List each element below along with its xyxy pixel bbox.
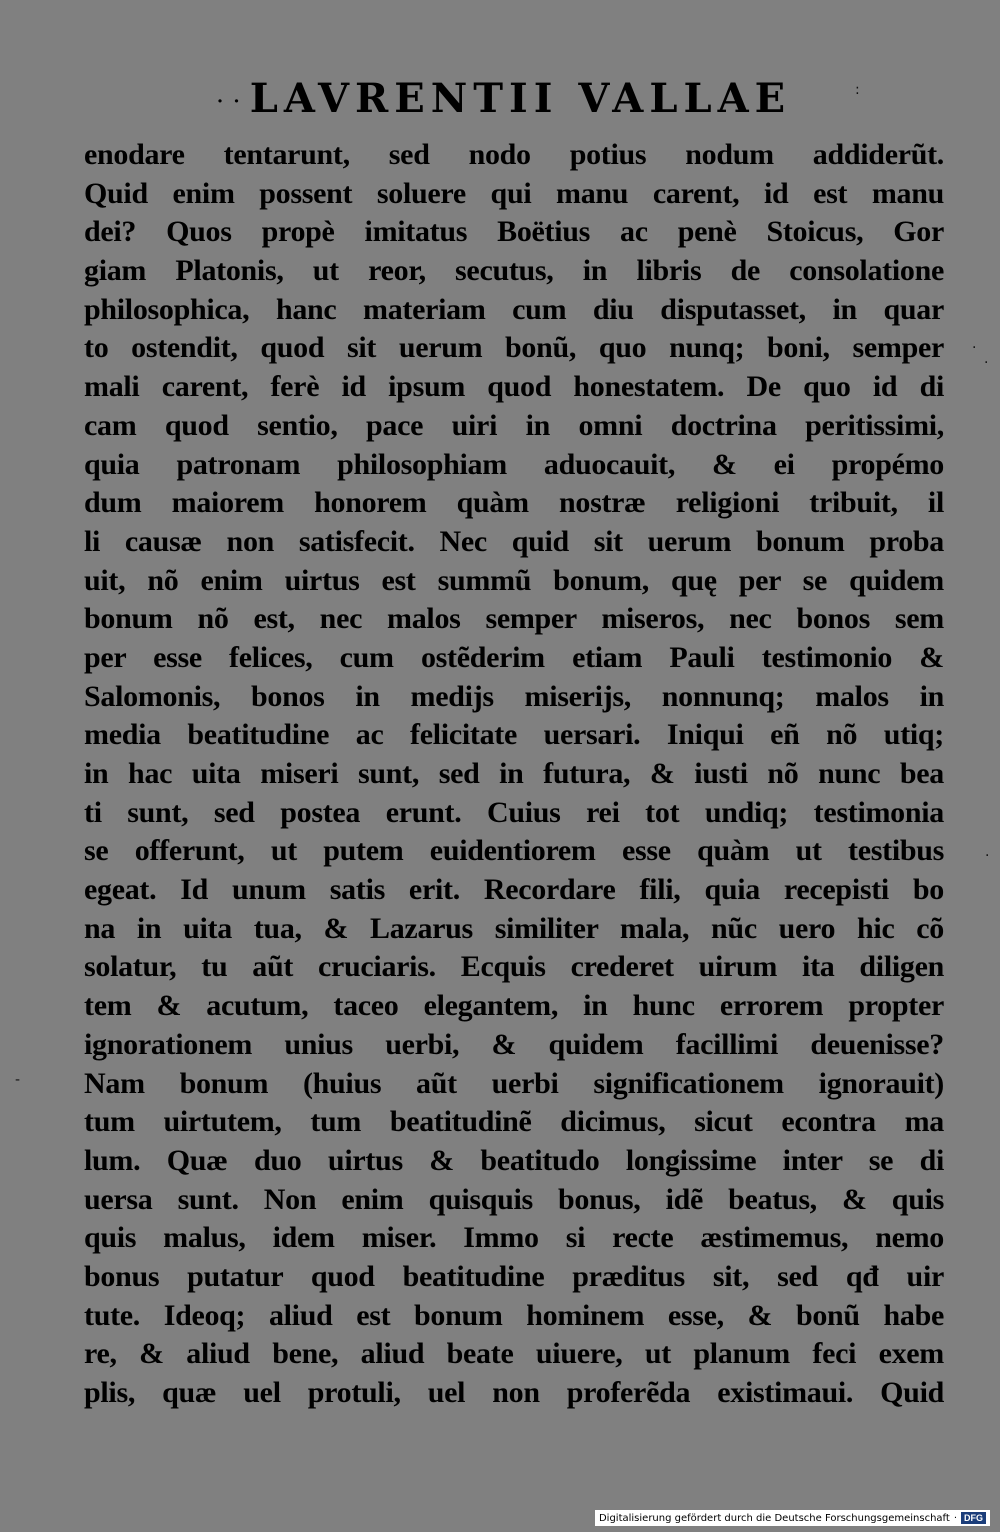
text-line: media beatitudine ac felicitate uersari. Iniqui eñ nõ utiq; <box>84 718 944 752</box>
text-line: quia patronam philosophiam aduocauit, & ei propémo <box>84 447 944 481</box>
margin-speck: · <box>972 340 977 356</box>
text-line: ti sunt, sed postea erunt. Cuius rei tot undiq; testimonia <box>84 795 944 829</box>
text-line: tute. Ideoq; aliud est bonum hominem esse, & bonũ habe <box>84 1298 944 1332</box>
text-line: to ostendit, quod sit uerum bonũ, quo nunq; boni, semper <box>84 331 944 365</box>
text-line: se offerunt, ut putem euidentiorem esse quàm ut testibus <box>84 834 944 868</box>
text-line: na in uita tua, & Lazarus similiter mala, nũc uero hic cõ <box>84 911 944 945</box>
text-line: dei? Quos propè imitatus Boëtius ac penè Stoicus, Gor <box>84 215 944 249</box>
text-line: tum uirtutem, tum beatitudinẽ dicimus, sicut econtra ma <box>84 1105 944 1139</box>
text-line: philosophica, hanc materiam cum diu disputasset, in quar <box>84 292 944 326</box>
margin-speck: · <box>984 355 989 371</box>
credit-text: Digitalisierung gefördert durch die Deutsche Forschungsgemeinschaft <box>598 1512 950 1524</box>
margin-speck: : <box>855 82 860 98</box>
text-line: plis, quæ uel protuli, uel non proferẽda existimaui. Quid <box>84 1376 944 1409</box>
text-line: bonum nõ est, nec malos semper miseros, nec bonos sem <box>84 602 944 636</box>
text-line: mali carent, ferè id ipsum quod honestatem. De quo id di <box>84 370 944 404</box>
separator-dot: · <box>953 1512 957 1524</box>
ornament-dots: · · <box>216 91 242 112</box>
text-line: giam Platonis, ut reor, secutus, in libris de consolatione <box>84 254 944 288</box>
text-line: tem & acutum, taceo elegantem, in hunc errorem propter <box>84 989 944 1023</box>
dfg-logo-icon: DFG <box>961 1512 986 1524</box>
body-text <box>84 136 944 1413</box>
running-head-text: LAVRENTII VALLAE <box>249 75 792 122</box>
margin-speck: · <box>985 848 990 864</box>
text-line: in hac uita miseri sunt, sed in futura, & iusti nõ nunc bea <box>84 757 944 790</box>
running-head <box>0 74 1000 127</box>
text-line: quis malus, idem miser. Immo si recte æstimemus, nemo <box>84 1221 944 1255</box>
text-line: ignorationem unius uerbi, & quidem facillimi deuenisse? <box>84 1027 944 1061</box>
digitization-credit <box>595 1510 990 1526</box>
text-line: Salomonis, bonos in medijs miserijs, nonnunq; malos in <box>84 679 944 713</box>
text-line: re, & aliud bene, aliud beate uiuere, ut planum feci exem <box>84 1337 944 1371</box>
text-line: lum. Quæ duo uirtus & beatitudo longissime inter se di <box>84 1143 944 1177</box>
text-line: egeat. Id unum satis erit. Recordare fili, quia recepisti bo <box>84 873 944 907</box>
text-line: solatur, tu aũt cruciaris. Ecquis crederet uirum ita diligen <box>84 950 944 984</box>
text-line: uersa sunt. Non enim quisquis bonus, idẽ beatus, & quis <box>84 1182 944 1216</box>
text-line: per esse felices, cum ostẽderim etiam Pauli testimonio & <box>84 640 944 674</box>
margin-speck: - <box>15 1072 21 1088</box>
text-line: Quid enim possent soluere qui manu carent, id est manu <box>84 176 944 210</box>
text-line: cam quod sentio, pace uiri in omni doctrina peritissimi, <box>84 408 944 442</box>
text-line: enodare tentarunt, sed nodo potius nodum addiderũt. <box>84 138 944 171</box>
text-line: uit, nõ enim uirtus est summũ bonum, quę per se quidem <box>84 563 944 597</box>
text-line: bonus putatur quod beatitudine præditus sit, sed qđ uir <box>84 1259 944 1293</box>
text-line: Nam bonum (huius aũt uerbi significationem ignorauit) <box>84 1066 944 1100</box>
text-line: dum maiorem honorem quàm nostræ religioni tribuit, il <box>84 486 944 520</box>
text-line: li causæ non satisfecit. Nec quid sit uerum bonum proba <box>84 524 944 558</box>
